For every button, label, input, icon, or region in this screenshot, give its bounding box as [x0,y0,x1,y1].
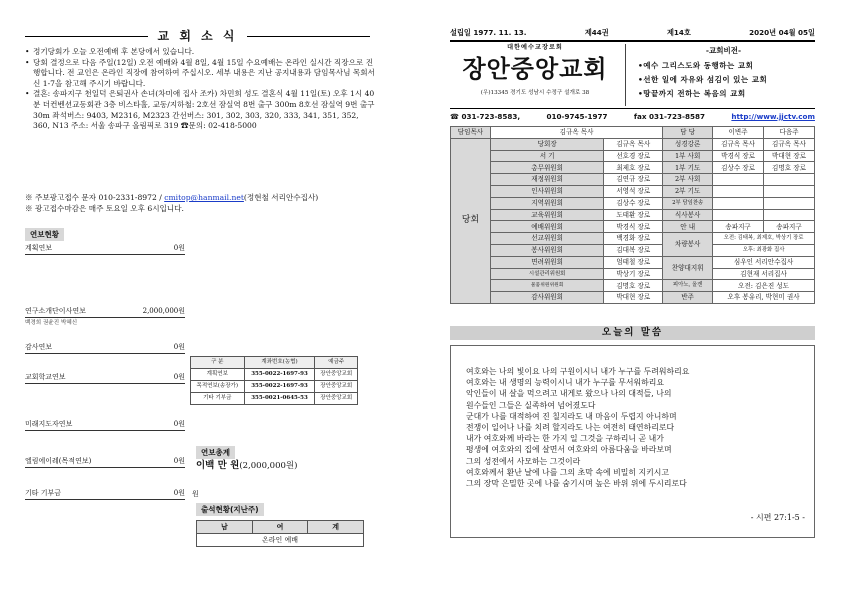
vision-line: •땅끝까지 전하는 복음의 교회 [638,89,746,98]
table-row: 서 기 선호경 장로 1부 사회 박경식 장로 박대현 장로 [451,150,815,162]
table-row: 선교위원회 백경화 장로 차량봉사 오전: 김태복, 최제호, 박상기 장로 [451,233,815,245]
verse-line: 그의 장막 은밀한 곳에 나를 숨기시며 높은 바위 위에 두시리로다 [466,479,687,489]
table-row: 봉사위원회 김대복 장로 오후: 최광화 집사 [451,244,815,256]
offering-donors: 백경희 권윤진 박혜신 [25,320,78,326]
news-title [25,28,370,44]
ad-notice-line2: ※ 광고접수마감은 매주 토요일 오후 6시입니다. [25,203,184,213]
offering-row: 연구소개단이사연보 2,000,000원 [25,305,185,318]
table-row: 기타 기부금 355-0021-0645-53 장안중앙교회 [191,393,358,405]
table-row: 인사위원회 서영석 장로 2부 기도 [451,185,815,197]
verse-line: 악인들이 내 살을 먹으려고 내게로 왔으나 나의 대적들, 나의 [466,389,672,399]
news-item: • 결혼: 송파지구 천일덕 은퇴권사 손녀(차미애 집사 조카) 차민희 성도 결혼식 4월 11일(토) 오후 1시 40분 더컨벤션교동회관 3층 비스타홀, 교동/지하철: 2호선 잠실역 8번 출구 300m 8호선 잠실역 9번 출구 30m 좌석버스: 9403, M2316, M2323 간선버스: 301, 302, 303, 320, 333, 341, 351, 352, 360, N13 주소: 서울 송파구 올림픽로 319 ☎문의: 02-418-5000 [25,89,375,131]
vision-title: -교회비전- [705,46,742,55]
email-link[interactable]: cmitop@hanmail.net [164,193,244,202]
table-row: 감사위원회 박대현 장로 반주 오후 봉유리, 박현미 권사 [451,292,815,304]
volume: 제44권 [584,28,609,37]
vision-block [625,44,820,106]
verse-line: 전쟁이 일어나 나를 치려 할지라도 나는 여전히 태연하리로다 [466,423,675,433]
masthead-rule [450,40,815,42]
table-row: 계획연보 355-0022-1697-93 장안중앙교회 [191,369,358,381]
verse-title: 오늘의 말씀 [601,327,664,338]
verse-line: 그의 성전에서 사모하는 그것이라 [466,456,581,466]
fax: fax 031-723-8587 [633,112,705,121]
table-row: 시설관리위원회 박상기 장로 김현재 서리집사 [451,268,815,280]
church-address: (우)13345 경기도 성남시 수정구 설개로 38 [480,90,590,96]
founded-date: 설립일 1977. 11. 13. [450,28,527,37]
total-value: 이백 만 원(2,000,000원) [196,460,298,471]
church-logo-block [450,44,620,106]
table-row: 당회 당회장 김규옥 목사 성경강론 김규옥 목사 김규옥 목사 [451,138,815,150]
verse-line: 내가 여호와께 바라는 한 가지 일 그것을 구하리니 곧 내가 [466,434,664,444]
issue-date: 2020년 04월 05일 [749,28,815,37]
verse-line: 원수들인 그들은 실족하여 넘어졌도다 [466,400,596,410]
phone: ☎ 031-723-8583, [450,112,521,121]
verse-line: 군대가 나를 대적하여 진 칠지라도 내 마음이 두렵지 아니하며 [466,411,677,421]
table-row: 물품위원위원회 김명호 장로 피아노, 올겐 오전: 김은진 성도 [451,280,815,292]
table-row: 면려위원회 엄태철 장로 찬양대지휘 심우인 서리안수집사 [451,256,815,268]
staff-table [450,126,815,304]
offering-row: 미래지도자연보 0원 [25,418,185,431]
table-row: 온라인 예배 [197,534,364,547]
account-table [190,356,358,405]
offering-row: 기타 기부금 0원 [25,487,185,500]
masthead-info [450,28,815,37]
table-row: 담임목사 김규옥 목사 담 당 이변주 다음주 [451,127,815,139]
table-row: 재정위원회 김연규 장로 2부 사회 [451,174,815,186]
table-row: 목적연보(송장가) 355-0022-1697-93 장안중앙교회 [191,381,358,393]
news-title-text: 교 회 소 식 [157,28,238,43]
mobile: 010-9745-1977 [546,112,608,121]
table-row: 교육위원회 도태환 장로 식사봉사 [451,209,815,221]
masthead-rule [450,108,815,109]
verse-reference: - 시편 27:1-5 - [750,513,805,522]
news-item: • 당회 결정으로 다음 주일(12일) 오전 예배와 4월 8일, 4월 15일 수요예배는 온라인 실시간 직장으로 진행합니다. 전 교인은 온라인 직장에 참여하여 주십시오. 세부 내용은 지난 공지내용과 담임목사님 목회서신 1-7을 참고해 주시기 바랍니다. [25,58,375,90]
table-header-row: 구 분 계좌번호(농협) 예금주 [191,357,358,369]
total-section-label: 연보총계 [196,446,235,459]
verse-text [466,366,806,489]
denomination: 대한예수교장로회 [507,44,563,51]
offering-row: 감사연보 0원 [25,341,185,354]
offering-section-label: 연보현황 [25,228,180,241]
attendance-table [196,520,364,547]
title-rule-right [247,36,370,37]
vision-line: •선한 일에 자유와 섬김이 있는 교회 [638,75,768,84]
issue-number: 제14호 [666,28,691,37]
ad-notice-line1: ※ 주보광고접수 문자 010-2331-8972 / cmitop@hanmail.net(정현철 서리안수집사) [25,193,319,202]
verse-line: 여호와께서 환난 날에 나를 그의 초막 속에 비밀히 지키시고 [466,467,670,477]
verse-line: 평생에 여호와의 집에 살면서 여호와의 아름다움을 바라보며 [466,445,672,455]
table-row: 총무위원회 최제호 장로 1부 기도 김상수 장로 김명호 장로 [451,162,815,174]
table-row: 예배위원회 박경식 장로 안 내 송파지구 송파지구 [451,221,815,233]
table-header-row: 남 여 계 [197,521,364,534]
website-link[interactable]: http://www.jjctv.com [731,112,815,121]
church-name: 장안중앙교회 [462,55,608,83]
title-rule-left [25,36,148,37]
contact-line [450,112,815,121]
offering-row: 계획연보 0원 [25,242,185,255]
news-list [25,47,375,132]
ad-notice [25,193,375,214]
table-row: 지역위원회 김상수 장로 2부 담임찬송 [451,197,815,209]
news-item: • 정기당회가 오늘 오전예배 후 본당에서 있습니다. [25,47,375,58]
attendance-section-label: 출석현황(지난주) [196,503,264,516]
offering-row: 교회학교연보 0원 [25,371,185,384]
verse-line: 여호와는 나의 빛이요 나의 구원이시니 내가 누구를 두려워하리요 [466,367,690,376]
offering-row: 엘림에이레(목적연보) 0원 [25,455,185,468]
won-tail: 원 [192,490,199,498]
verse-line: 여호와는 내 생명의 능력이시니 내가 누구를 무서워하리요 [466,378,664,388]
vision-line: •예수 그리스도와 동행하는 교회 [638,61,754,70]
